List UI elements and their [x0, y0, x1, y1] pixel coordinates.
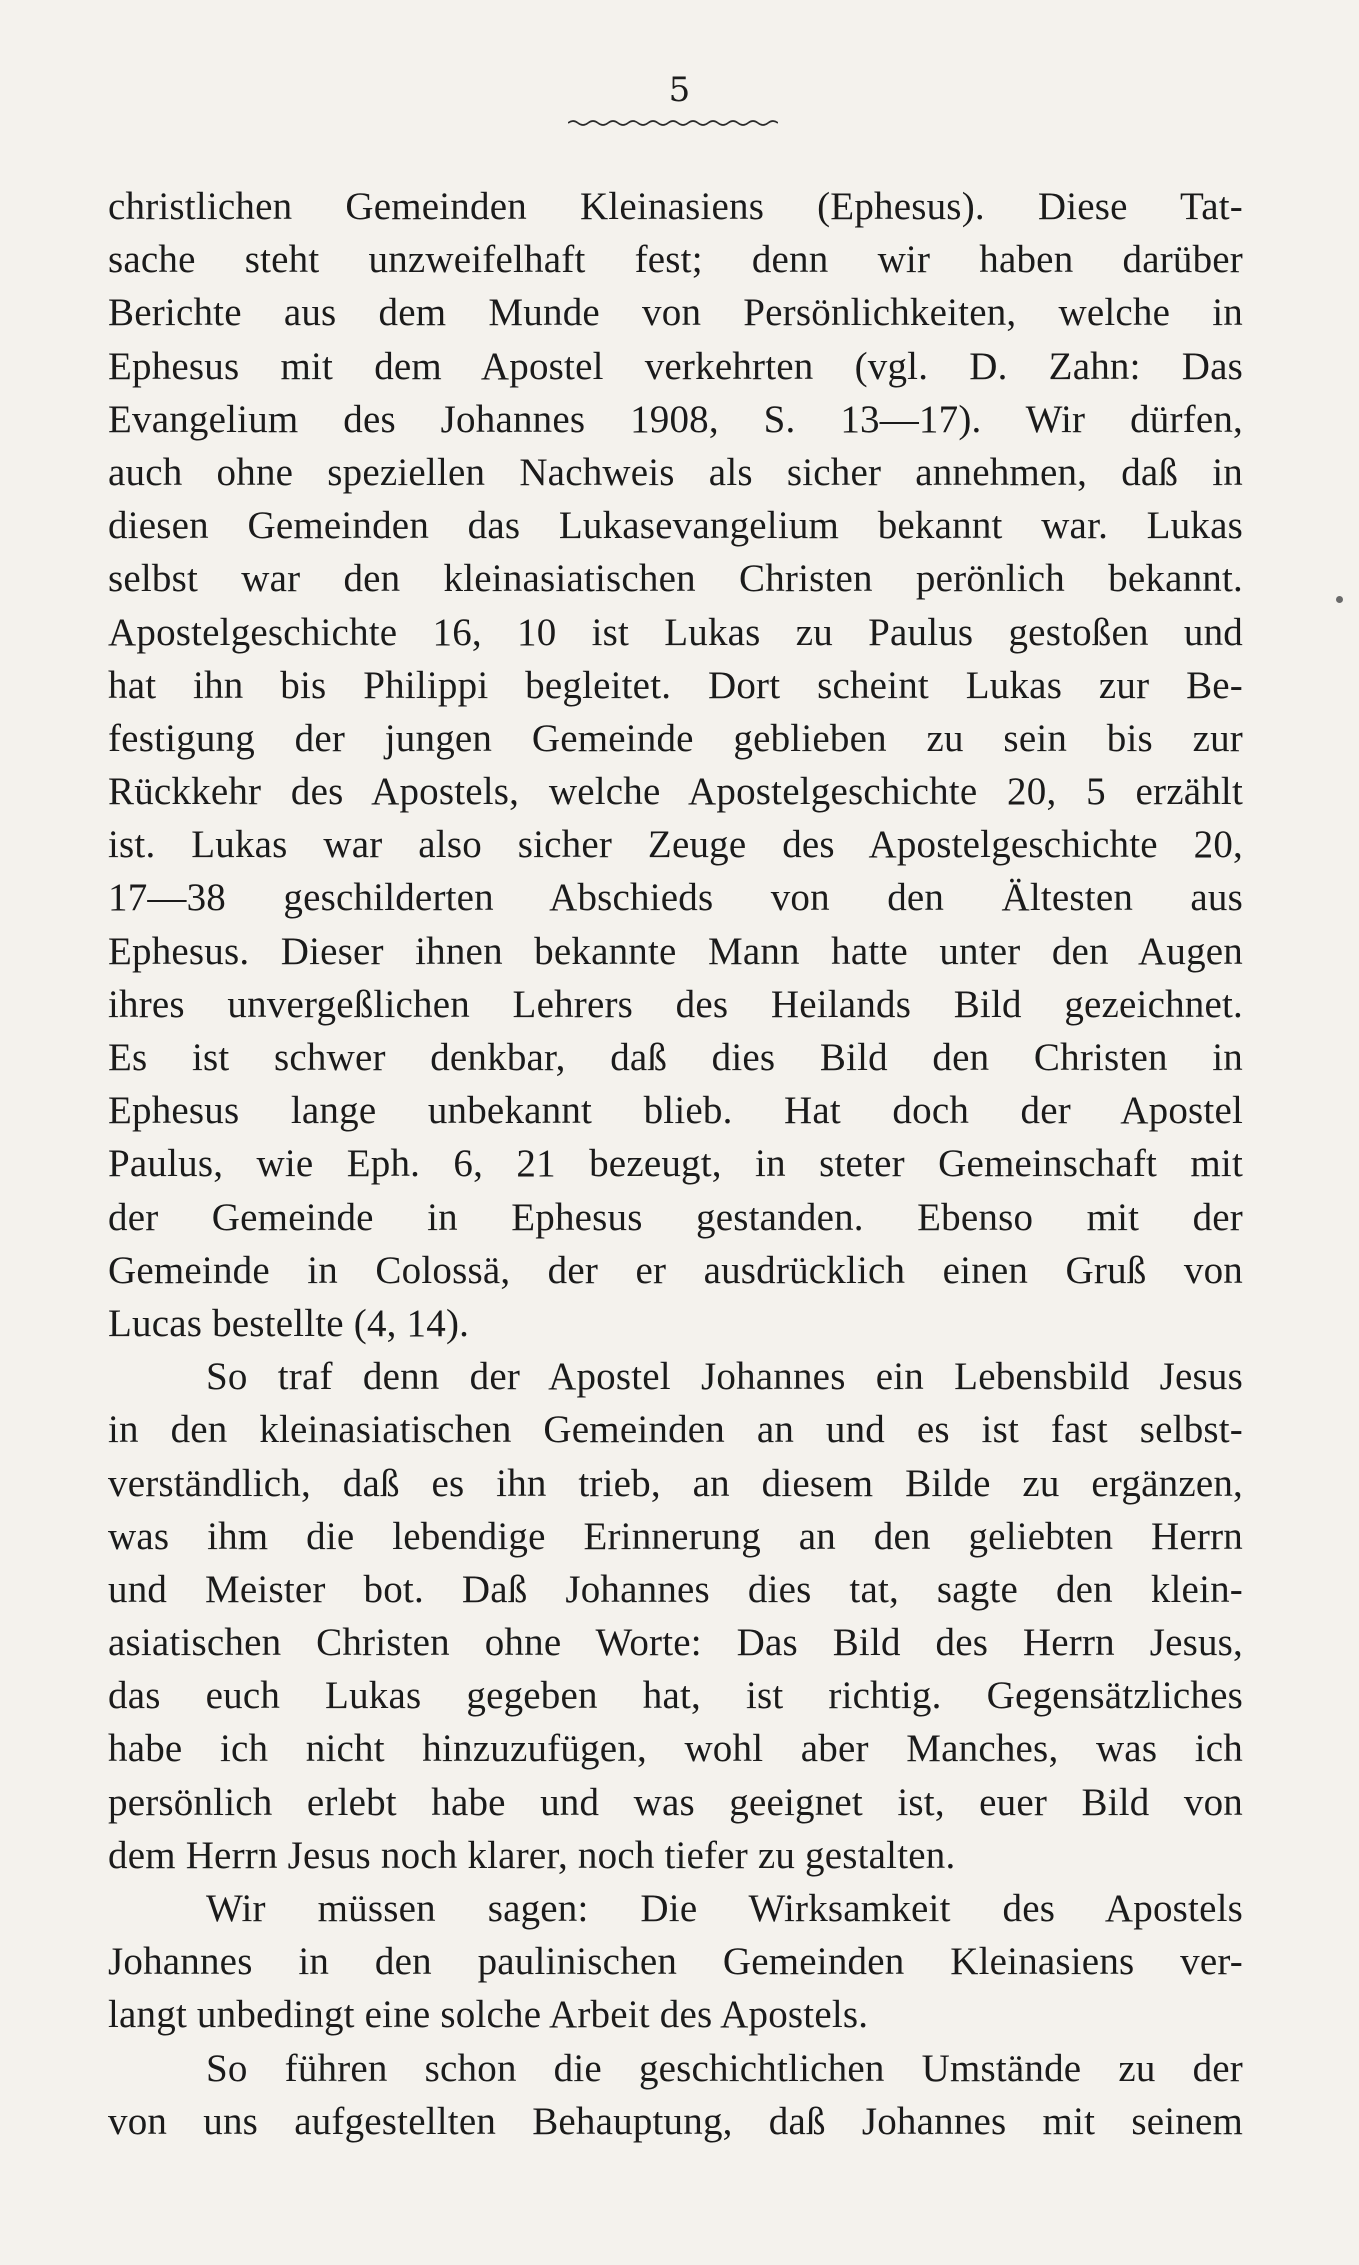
text-line: was ihm die lebendige Erinnerung an den geliebten Herrn	[108, 1514, 1243, 1558]
text-line: Ephesus lange unbekannt blieb. Hat doch der Apostel	[108, 1089, 1243, 1133]
text-line: 17—38 geschilderten Abschieds von den Ältesten aus	[108, 876, 1243, 920]
text-line: ihres unvergeßlichen Lehrers des Heilands Bild gezeichnet.	[108, 982, 1243, 1026]
text-line: persönlich erlebt habe und was geeignet ist, euer Bild von	[108, 1780, 1243, 1824]
text-line: Apostelgeschichte 16, 10 ist Lukas zu Paulus gestoßen und	[108, 610, 1243, 654]
text-line: Paulus, wie Eph. 6, 21 bezeugt, in steter Gemeinschaft mit	[108, 1142, 1243, 1186]
text-line: Ephesus. Dieser ihnen bekannte Mann hatte unter den Augen	[108, 929, 1243, 973]
speck-mark	[1336, 596, 1343, 603]
text-line: hat ihn bis Philippi begleitet. Dort scheint Lukas zur Be-	[108, 663, 1243, 707]
page-number: 5	[668, 70, 691, 110]
text-line: Es ist schwer denkbar, daß dies Bild den Christen in	[108, 1036, 1243, 1079]
text-line: dem Herrn Jesus noch klarer, noch tiefer zu gestalten.	[108, 1833, 956, 1877]
text-line: So traf denn der Apostel Johannes ein Lebensbild Jesus	[206, 1355, 1243, 1399]
text-line: das euch Lukas gegeben hat, ist richtig. Gegensätzliches	[108, 1674, 1243, 1718]
text-line: diesen Gemeinden das Lukasevangelium bekannt war. Lukas	[108, 504, 1243, 548]
text-line: christlichen Gemeinden Kleinasiens (Ephesus). Diese Tat-	[108, 185, 1243, 228]
text-line: So führen schon die geschichtlichen Umstände zu der	[206, 2046, 1243, 2090]
text-line: verständlich, daß es ihn trieb, an diesem Bilde zu ergänzen,	[108, 1461, 1243, 1505]
text-line: festigung der jungen Gemeinde geblieben zu sein bis zur	[108, 716, 1243, 760]
text-line: asiatischen Christen ohne Worte: Das Bild des Herrn Jesus,	[108, 1621, 1243, 1665]
text-line: sache steht unzweifelhaft fest; denn wir haben darüber	[108, 238, 1243, 282]
text-line: in den kleinasiatischen Gemeinden an und es ist fast selbst-	[108, 1408, 1243, 1452]
text-line: langt unbedingt eine solche Arbeit des Apostels.	[108, 1993, 869, 2037]
text-line: und Meister bot. Daß Johannes dies tat, sagte den klein-	[108, 1567, 1243, 1611]
text-line: Berichte aus dem Munde von Persönlichkeiten, welche in	[108, 291, 1243, 335]
text-line: Evangelium des Johannes 1908, S. 13—17). Wir dürfen,	[108, 397, 1243, 441]
text-line: Johannes in den paulinischen Gemeinden Kleinasiens ver-	[108, 1940, 1243, 1984]
text-line: Wir müssen sagen: Die Wirksamkeit des Apostels	[206, 1887, 1243, 1930]
text-line: Lucas bestellte (4, 14).	[108, 1301, 470, 1345]
text-line: habe ich nicht hinzuzufügen, wohl aber Manches, was ich	[108, 1727, 1243, 1771]
body-text	[108, 180, 1243, 2148]
text-line: von uns aufgestellten Behauptung, daß Johannes mit seinem	[108, 2099, 1243, 2143]
text-line: Gemeinde in Colossä, der er ausdrücklich einen Gruß von	[108, 1248, 1243, 1292]
text-line: auch ohne speziellen Nachweis als sicher annehmen, daß in	[108, 450, 1243, 494]
text-line: ist. Lukas war also sicher Zeuge des Apostelgeschichte 20,	[108, 823, 1243, 867]
text-line: der Gemeinde in Ephesus gestanden. Ebenso mit der	[108, 1195, 1243, 1239]
text-line: selbst war den kleinasiatischen Christen perönlich bekannt.	[108, 557, 1243, 601]
text-line: Rückkehr des Apostels, welche Apostelgeschichte 20, 5 erzählt	[108, 770, 1243, 814]
header-ornament-rule	[568, 118, 778, 128]
text-line: Ephesus mit dem Apostel verkehrten (vgl. D. Zahn: Das	[108, 344, 1243, 388]
